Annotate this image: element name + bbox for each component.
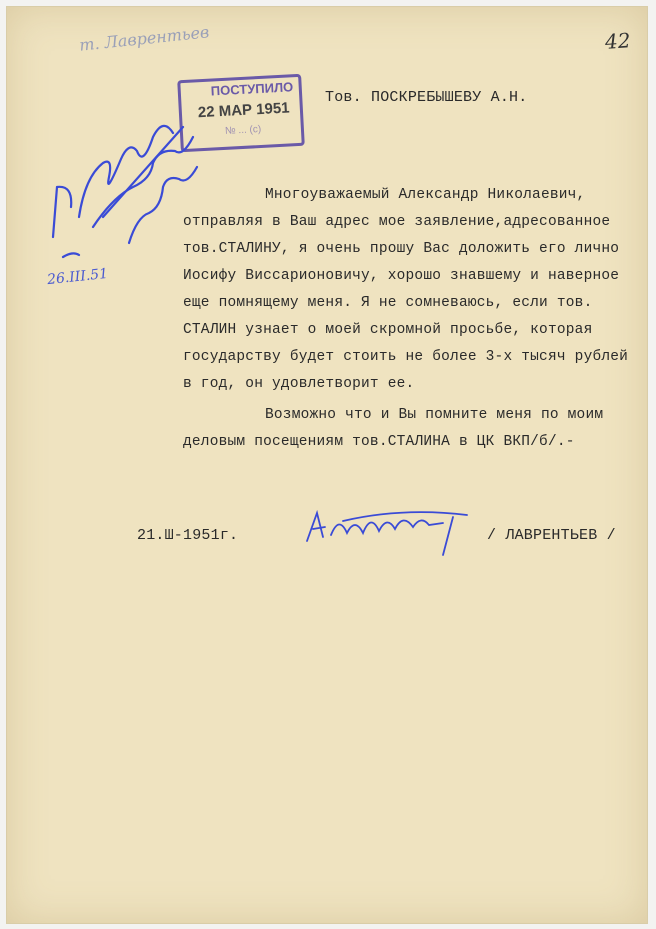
signature-icon — [303, 503, 483, 563]
body-line: отправляя в Ваш адрес мое заявление,адресованное — [183, 214, 611, 230]
stamp-line-1: ПОСТУПИЛО — [210, 79, 294, 99]
stamp-line-3: № ... (с) — [224, 123, 262, 137]
handwritten-resolution-icon — [33, 67, 213, 267]
body-line: тов.СТАЛИНУ, я очень прошу Вас доложить его лично — [183, 241, 620, 257]
body-line: деловым посещениям тов.СТАЛИНА в ЦК ВКП/б/.- — [183, 434, 575, 450]
page-number: 42 — [604, 28, 632, 54]
body-line: Многоуважаемый Александр Николаевич, — [265, 187, 586, 203]
body-line: государству будет стоить не более 3-х тысяч рублей — [183, 349, 629, 365]
document-date: 21.Ш-1951г. — [137, 527, 239, 544]
stamp-date: 22 МАР 1951 — [197, 99, 290, 122]
body-line: еще помнящему меня. Я не сомневаюсь, если тов. — [183, 295, 593, 311]
signature-name: / ЛАВРЕНТЬЕВ / — [487, 527, 616, 544]
addressee: Тов. ПОСКРЕБЫШЕВУ А.Н. — [325, 89, 528, 106]
handwritten-note-top: т. Лаврентьев — [78, 22, 211, 55]
handwritten-date: 26.III.51 — [46, 265, 109, 289]
body-line: Иосифу Виссарионовичу, хорошо знавшему и наверное — [183, 268, 620, 284]
document-page — [6, 6, 648, 924]
body-line: в год, он удовлетворит ее. — [183, 376, 415, 392]
body-line: СТАЛИН узнает о моей скромной просьбе, которая — [183, 322, 593, 338]
body-line: Возможно что и Вы помните меня по моим — [265, 407, 604, 423]
